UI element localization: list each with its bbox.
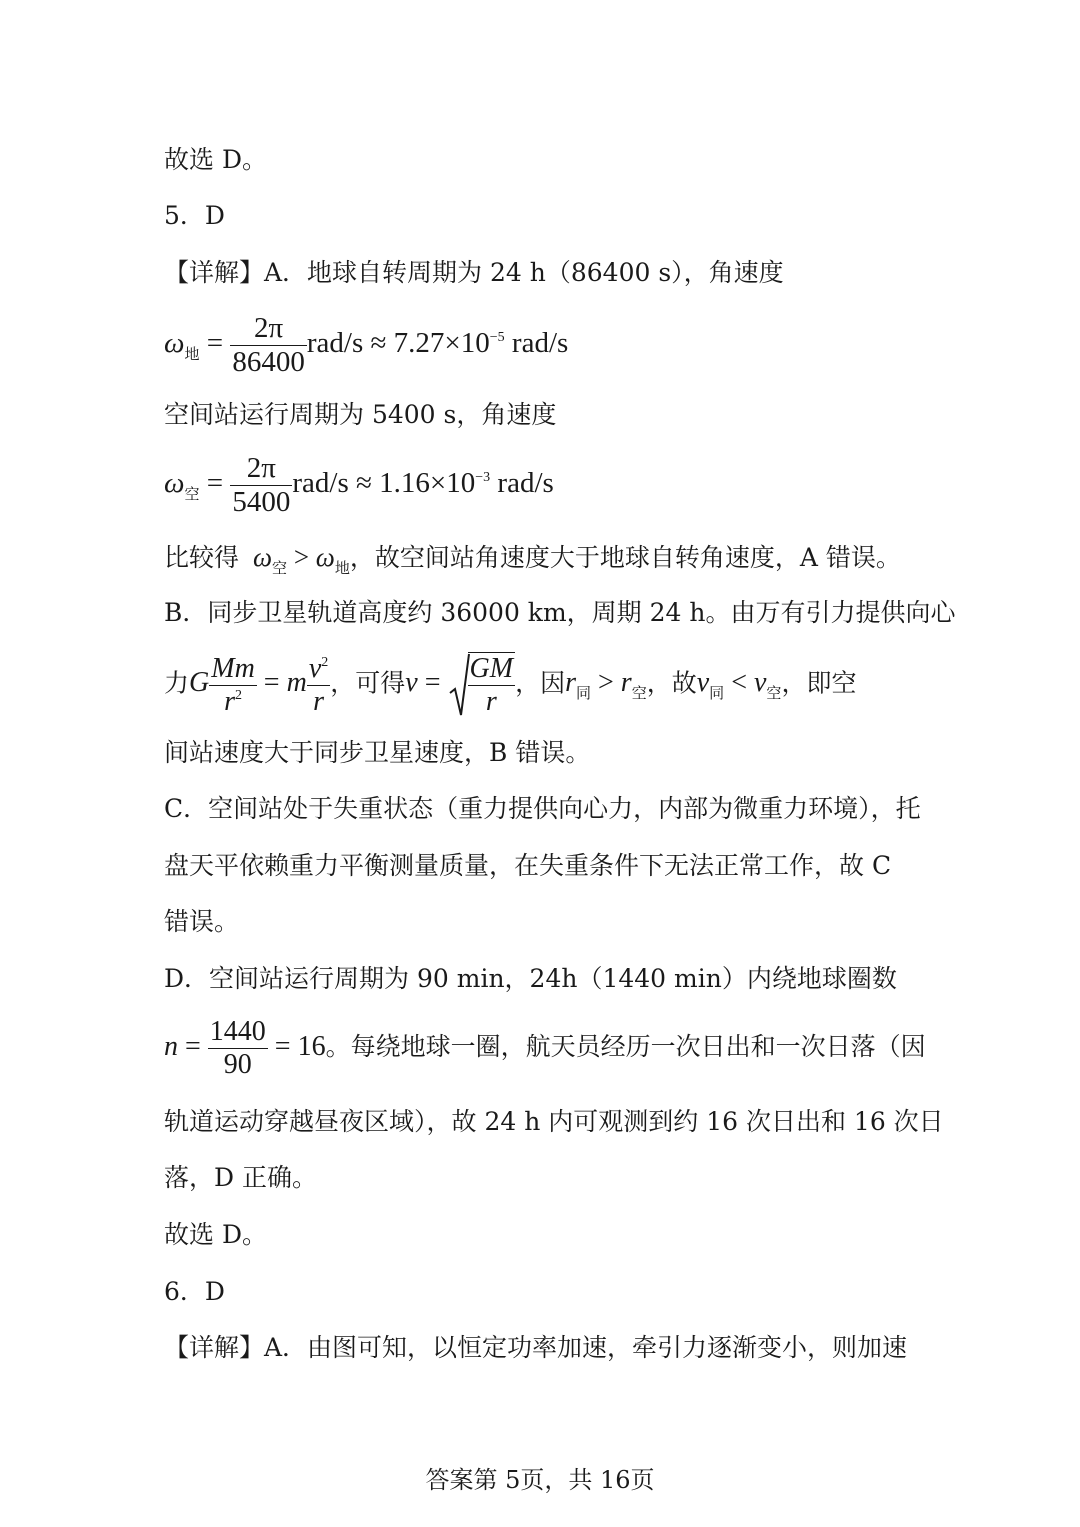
exponent: 2 xyxy=(234,687,242,703)
text-line: 落，D 正确。 xyxy=(164,1163,317,1192)
exponent: −3 xyxy=(475,470,491,486)
omega-symbol: ω xyxy=(164,467,185,500)
text: 力 xyxy=(164,668,190,698)
unit: rad/s xyxy=(497,467,554,500)
text-line: 盘天平依赖重力平衡测量质量，在失重条件下无法正常工作，故 C xyxy=(164,851,892,880)
var: n xyxy=(164,1030,178,1062)
equals: = xyxy=(424,667,441,699)
fraction xyxy=(230,312,307,379)
question-number: 6．D xyxy=(164,1277,225,1306)
subscript: 空 xyxy=(631,686,647,703)
numerator xyxy=(230,312,307,346)
question-number: 5．D xyxy=(164,201,225,230)
denominator: 5400 xyxy=(232,486,291,518)
denominator xyxy=(209,686,257,718)
formula-n xyxy=(164,1016,926,1081)
var: G xyxy=(189,667,210,699)
text-line: D．空间站运行周期为 90 min，24h（1440 min）内绕地球圈数 xyxy=(164,964,897,993)
text-line: 【详解】A．地球自转周期为 24 h（86400 s），角速度 xyxy=(164,258,784,287)
approx: ≈ xyxy=(355,467,372,500)
subscript: 同 xyxy=(575,686,591,703)
var: m xyxy=(286,667,307,699)
gt: > xyxy=(598,667,614,699)
numerator xyxy=(230,452,292,486)
text: ，因 xyxy=(515,668,566,698)
fraction xyxy=(208,1016,268,1081)
text-line: B．同步卫星轨道高度约 36000 km，周期 24 h。由万有引力提供向心 xyxy=(164,598,956,627)
text: ，故 xyxy=(646,668,697,698)
text-line: 空间站运行周期为 5400 s，角速度 xyxy=(164,400,557,429)
value: 16 xyxy=(297,1030,326,1062)
numerator: GM xyxy=(469,653,514,684)
text: ，故空间站角速度大于地球自转角速度，A 错误。 xyxy=(349,543,901,572)
denominator: r xyxy=(485,686,497,717)
gravity-formula xyxy=(189,652,330,717)
subscript: 空 xyxy=(184,487,200,504)
exponent: −5 xyxy=(489,330,505,346)
numerator: Mm xyxy=(211,652,255,684)
text-line: 轨道运动穿越昼夜区域），故 24 h 内可观测到约 16 次日出和 16 次日 xyxy=(164,1107,944,1136)
text-line: C．空间站处于失重状态（重力提供向心力，内部为微重力环境），托 xyxy=(164,794,921,823)
var: v xyxy=(696,667,710,699)
text: ，可得 xyxy=(330,668,406,698)
equals: = xyxy=(206,327,224,360)
numerator xyxy=(307,653,330,686)
var: r xyxy=(224,685,235,717)
formula-omega-space xyxy=(164,452,554,519)
lt: < xyxy=(731,667,747,699)
approx: ≈ xyxy=(370,327,387,360)
numerator: 1440 xyxy=(209,1016,266,1047)
two-pi: 2π xyxy=(246,452,276,484)
gt: > xyxy=(293,542,310,572)
value: 1.16×10 xyxy=(379,467,476,500)
velocity-formula xyxy=(405,653,515,717)
text: 。每绕地球一圈，航天员经历一次日出和一次日落（因 xyxy=(325,1031,926,1061)
exponent: 2 xyxy=(321,654,329,670)
unit: rad/s xyxy=(292,467,349,500)
fraction xyxy=(230,452,292,519)
var: r xyxy=(565,667,576,699)
page-footer: 答案第 5页，共 16页 xyxy=(425,1466,655,1494)
var: v xyxy=(405,667,418,699)
text-line: 故选 D。 xyxy=(164,145,267,174)
text: ，即空 xyxy=(781,668,857,698)
denominator: r xyxy=(313,685,324,717)
text-line: 故选 D。 xyxy=(164,1220,267,1249)
v-compare xyxy=(696,667,782,703)
sqrt-icon xyxy=(448,653,470,717)
n-formula xyxy=(164,1016,326,1080)
text: 比较得 xyxy=(164,543,240,572)
var: r xyxy=(620,667,632,699)
two-pi: 2π xyxy=(254,312,284,344)
var: v xyxy=(308,652,322,684)
unit: rad/s xyxy=(511,327,569,360)
equals: = xyxy=(263,667,280,699)
omega-symbol: ω xyxy=(252,542,273,572)
subscript: 地 xyxy=(184,347,200,364)
text-line: 错误。 xyxy=(164,907,240,936)
var: v xyxy=(753,667,767,699)
fraction xyxy=(209,653,257,718)
value: 7.27×10 xyxy=(393,327,490,360)
omega-symbol: ω xyxy=(164,327,185,360)
unit: rad/s xyxy=(306,327,364,360)
subscript: 空 xyxy=(272,561,288,577)
denominator: 86400 xyxy=(232,346,305,378)
equals: = xyxy=(206,467,224,500)
fraction xyxy=(468,652,516,718)
text-line-gravity xyxy=(164,652,856,718)
inline-formula xyxy=(252,542,350,577)
formula-omega-earth xyxy=(164,312,568,379)
sqrt xyxy=(448,652,516,718)
denominator: 90 xyxy=(223,1049,252,1080)
fraction xyxy=(307,653,330,718)
text-line: 间站速度大于同步卫星速度，B 错误。 xyxy=(164,738,591,767)
text-line: 【详解】A．由图可知，以恒定功率加速，牵引力逐渐变小，则加速 xyxy=(164,1333,908,1362)
equals: = xyxy=(274,1030,291,1062)
subscript: 空 xyxy=(766,686,782,703)
text-line-compare xyxy=(164,540,901,586)
equals: = xyxy=(185,1030,201,1062)
omega-symbol: ω xyxy=(315,542,335,572)
r-compare xyxy=(565,667,647,703)
subscript: 同 xyxy=(709,686,725,703)
subscript: 地 xyxy=(334,561,350,577)
